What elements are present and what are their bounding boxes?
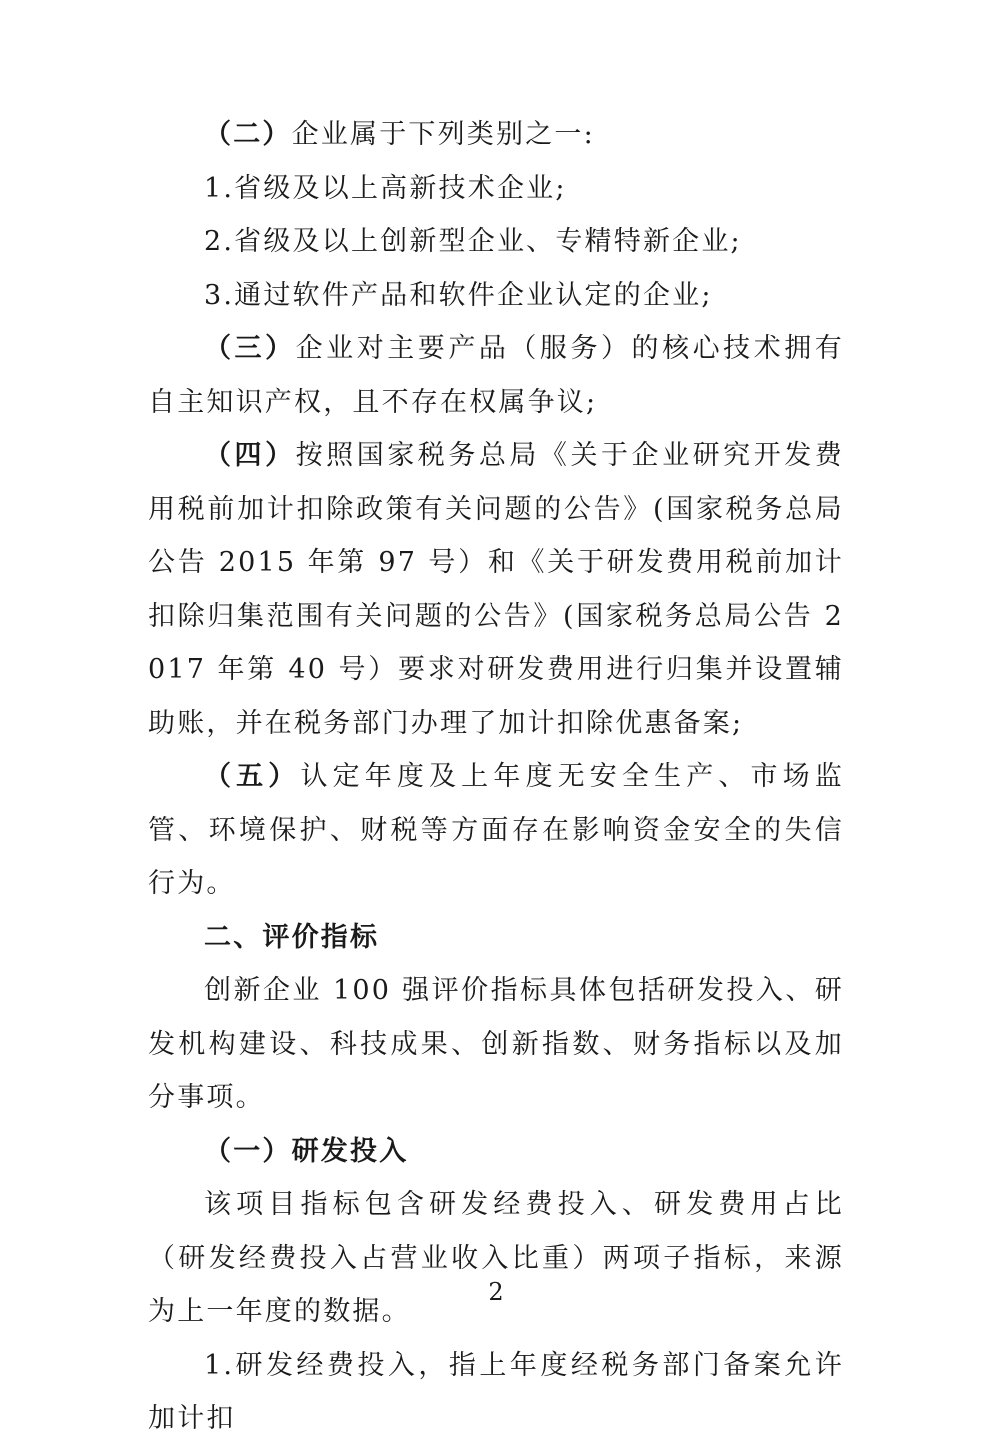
paragraph-text: 该项目指标包含研发经费投入、研发费用占比（研发经费投入占营业收入比重）两项子指标，来源为上一年度的数据。	[148, 1189, 844, 1327]
subsection-heading: （一）研发投入	[204, 1135, 409, 1167]
paragraph-text: 按照国家税务总局《关于企业研究开发费用税前加计扣除政策有关问题的公告》(国家税务总局公告 2015 年第 97 号）和《关于研发费用税前加计扣除归集范围有关问题的公告》(国家税务总局公告 2017 年第 40 号）要求对研发费用进行归集并设置辅助账，并在税务部门办理了加计扣除优惠备案;	[148, 440, 844, 739]
section-marker: （四）	[204, 440, 296, 471]
section-marker: （三）	[204, 333, 296, 364]
paragraph-no-dishonesty	[148, 750, 844, 911]
section-marker: （二）	[204, 119, 292, 150]
paragraph-rd-funding	[148, 1339, 844, 1446]
section-heading-evaluation-indicators	[148, 911, 844, 965]
paragraph-text: 认定年度及上年度无安全生产、市场监管、环境保护、财税等方面存在影响资金安全的失信行为。	[148, 761, 844, 899]
paragraph-text: 2.省级及以上创新型企业、专精特新企业;	[204, 226, 742, 257]
paragraph-category-requirement	[148, 108, 844, 162]
paragraph-text: 创新企业 100 强评价指标具体包括研发投入、研发机构建设、科技成果、创新指数、财务指标以及加分事项。	[148, 975, 844, 1113]
body-text	[148, 108, 844, 1446]
list-item-innovative	[148, 215, 844, 269]
list-item-high-tech	[148, 162, 844, 216]
paragraph-text: 企业对主要产品（服务）的核心技术拥有自主知识产权，且不存在权属争议;	[148, 333, 844, 418]
paragraph-text: 企业属于下列类别之一:	[291, 119, 595, 150]
paragraph-text: 3.通过软件产品和软件企业认定的企业;	[204, 279, 713, 311]
paragraph-rd-expense-rules	[148, 429, 844, 750]
list-item-software	[148, 269, 844, 323]
paragraph-indicator-overview	[148, 964, 844, 1125]
paragraph-rd-investment-desc	[148, 1178, 844, 1339]
paragraph-ip-ownership	[148, 322, 844, 429]
subsection-heading-rd-investment	[148, 1125, 844, 1179]
paragraph-text: 1.研发经费投入，指上年度经税务部门备案允许加计扣	[148, 1349, 844, 1434]
paragraph-text: 1.省级及以上高新技术企业;	[204, 172, 567, 204]
section-marker: （五）	[204, 761, 301, 792]
section-heading: 二、评价指标	[204, 921, 380, 953]
page-number: 2	[488, 1278, 504, 1306]
